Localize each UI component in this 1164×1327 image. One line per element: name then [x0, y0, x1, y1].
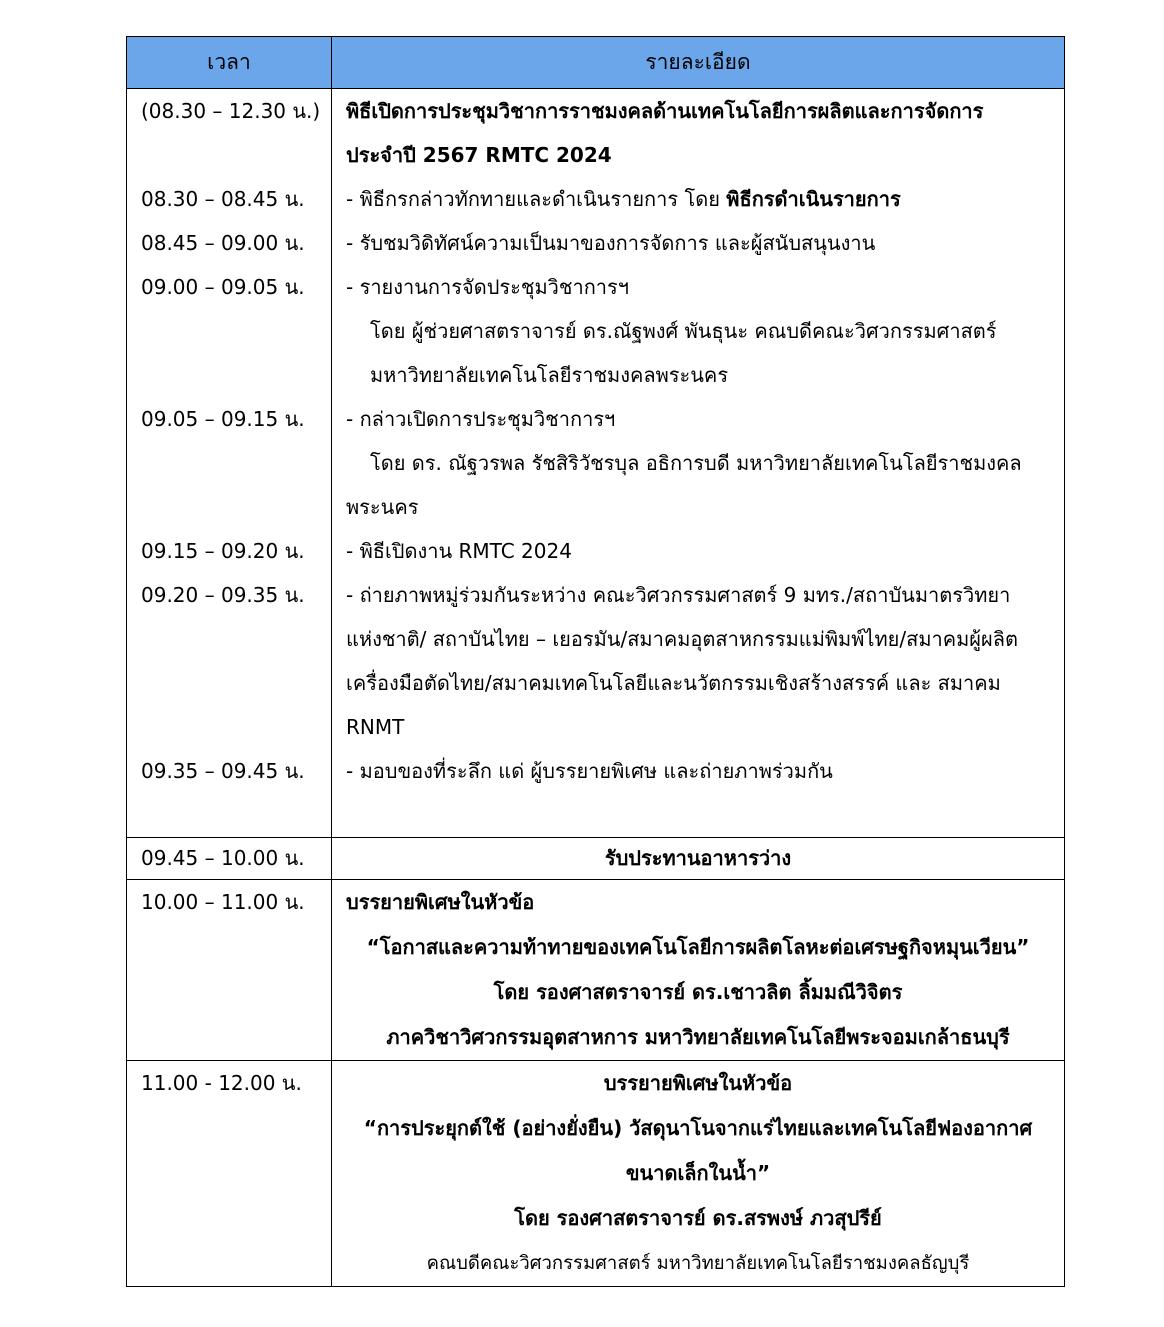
item-time: 09.05 – 09.15 น. [141, 407, 305, 431]
item-subtext: มหาวิทยาลัยเทคโนโลยีราชมงคลพระนคร [370, 363, 729, 387]
lecture2-time-cell [127, 1061, 332, 1287]
lecture1-time: 10.00 – 11.00 น. [141, 890, 305, 914]
lecture1-row [127, 880, 1065, 1061]
item-time: 09.35 – 09.45 น. [141, 759, 305, 783]
break-text: รับประทานอาหารว่าง [604, 846, 792, 870]
item-text: - พิธีกรกล่าวทักทายและดำเนินรายการ โดย พิธีกรดำเนินรายการ [346, 187, 901, 211]
opening-detail-column [332, 89, 1065, 838]
lecture2-heading: บรรยายพิเศษในหัวข้อ [603, 1071, 793, 1095]
lecture1-affiliation: ภาควิชาวิศวกรรมอุตสาหการ มหาวิทยาลัยเทคโนโลยีพระจอมเกล้าธนบุรี [386, 1025, 1010, 1049]
lecture2-speaker: โดย รองศาสตราจารย์ ดร.สรพงษ์ ภวสุปรีย์ [514, 1206, 882, 1230]
item-text: - กล่าวเปิดการประชุมวิชาการฯ [346, 407, 616, 431]
item-subtext: โดย ผู้ช่วยศาสตราจารย์ ดร.ณัฐพงศ์ พันธุนะ คณบดีคณะวิศวกรรมศาสตร์ [370, 319, 997, 343]
break-detail-cell [332, 838, 1065, 880]
item-subtext: พระนคร [346, 495, 419, 519]
break-time-cell [127, 838, 332, 880]
item-subtext: RNMT [346, 715, 405, 739]
header-detail: รายละเอียด [332, 37, 1065, 89]
header-row [127, 37, 1065, 89]
item-text: - ถ่ายภาพหมู่ร่วมกันระหว่าง คณะวิศวกรรมศาสตร์ 9 มทร./สถาบันมาตรวิทยา [346, 583, 1011, 607]
item-text: - พิธีเปิดงาน RMTC 2024 [346, 539, 572, 563]
break-row [127, 838, 1065, 880]
item-time: 09.20 – 09.35 น. [141, 583, 305, 607]
session-title: พิธีเปิดการประชุมวิชาการราชมงคลด้านเทคโนโลยีการผลิตและการจัดการ [346, 99, 984, 123]
lecture1-time-cell [127, 880, 332, 1061]
lecture2-row [127, 1061, 1065, 1287]
lecture1-detail-cell [332, 880, 1065, 1061]
schedule-table [126, 36, 1065, 1287]
lecture2-affiliation: คณบดีคณะวิศวกรรมศาสตร์ มหาวิทยาลัยเทคโนโลยีราชมงคลธัญบุรี [426, 1253, 970, 1274]
item-text: - มอบของที่ระลึก แด่ ผู้บรรยายพิเศษ และถ่ายภาพร่วมกัน [346, 759, 833, 783]
item-subtext: เครื่องมือตัดไทย/สมาคมเทคโนโลยีและนวัตกรรมเชิงสร้างสรรค์ และ สมาคม [346, 671, 1001, 695]
opening-session-row [127, 89, 1065, 838]
item-text: - รับชมวิดิทัศน์ความเป็นมาของการจัดการ และผู้สนับสนุนงาน [346, 231, 876, 255]
lecture2-topic-2: ขนาดเล็กในน้ำ” [625, 1161, 771, 1185]
item-subtext: โดย ดร. ณัฐวรพล รัชสิริวัชรบุล อธิการบดี มหาวิทยาลัยเทคโนโลยีราชมงคล [370, 451, 1022, 475]
session-title-2: ประจำปี 2567 RMTC 2024 [346, 143, 612, 167]
lecture2-time: 11.00 - 12.00 น. [141, 1071, 302, 1095]
lecture1-topic: “โอกาสและความท้าทายของเทคโนโลยีการผลิตโลหะต่อเศรษฐกิจหมุนเวียน” [366, 935, 1030, 959]
item-subtext: แห่งชาติ/ สถาบันไทย – เยอรมัน/สมาคมอุตสาหกรรมแม่พิมพ์ไทย/สมาคมผู้ผลิต [346, 627, 1018, 651]
item-bold-text: พิธีกรดำเนินรายการ [726, 187, 901, 211]
item-time: 09.15 – 09.20 น. [141, 539, 305, 563]
lecture2-topic: “การประยุกต์ใช้ (อย่างยั่งยืน) วัสดุนาโนจากแร่ไทยและเทคโนโลยีฟองอากาศ [363, 1116, 1033, 1140]
lecture2-detail-cell [332, 1061, 1065, 1287]
item-time: 09.00 – 09.05 น. [141, 275, 305, 299]
lecture1-speaker: โดย รองศาสตราจารย์ ดร.เชาวลิต ลิ้มมณีวิจิตร [493, 980, 903, 1004]
item-time: 08.45 – 09.00 น. [141, 231, 305, 255]
session-time: (08.30 – 12.30 น.) [141, 99, 321, 123]
opening-time-column [127, 89, 332, 838]
item-text: - รายงานการจัดประชุมวิชาการฯ [346, 275, 630, 299]
item-time: 08.30 – 08.45 น. [141, 187, 305, 211]
break-time: 09.45 – 10.00 น. [141, 846, 305, 870]
header-time: เวลา [127, 37, 332, 89]
lecture1-heading: บรรยายพิเศษในหัวข้อ [346, 890, 535, 914]
